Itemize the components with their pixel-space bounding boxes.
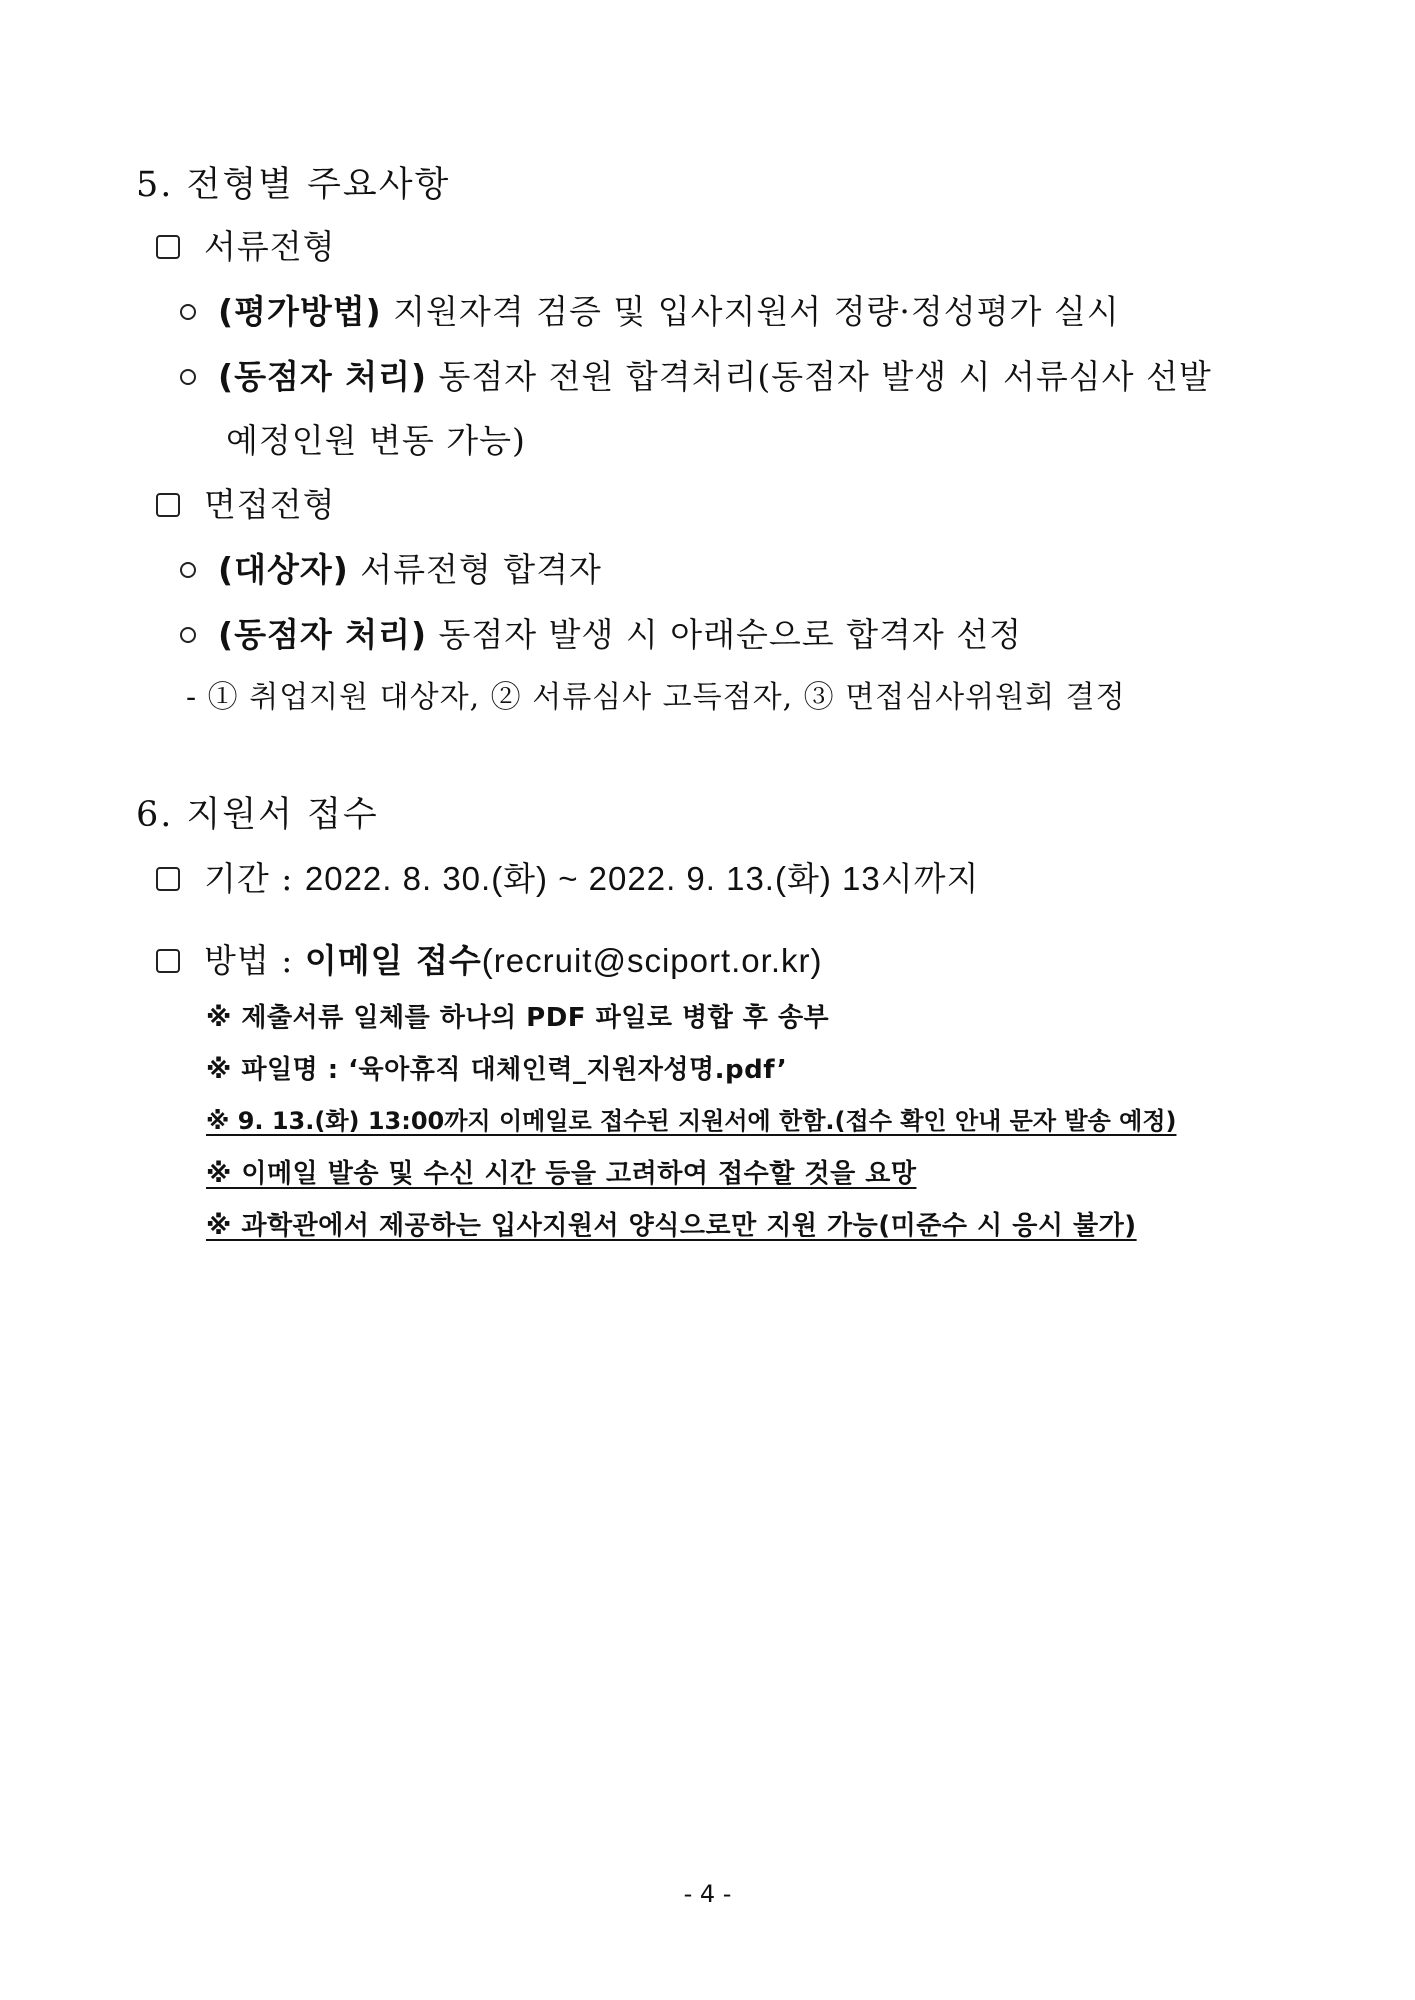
checkbox-square-icon [156, 235, 180, 259]
period-separator: : [269, 859, 305, 898]
bullet-circle-icon [180, 627, 196, 643]
note-deadline: ※ 9. 13.(화) 13:00까지 이메일로 접수된 지원서에 한함.(접수 확인 안내 문자 발송 예정) [206, 1107, 1177, 1135]
document-screening-heading: 서류전형 [204, 227, 336, 266]
interview-heading-row [156, 485, 336, 524]
document-tie-label: (동점자 처리) [218, 357, 428, 396]
evaluation-method-text: 지원자격 검증 및 입사지원서 정량·정성평가 실시 [381, 292, 1120, 331]
note-email-timing: ※ 이메일 발송 및 수신 시간 등을 고려하여 접수할 것을 요망 [206, 1159, 917, 1189]
interview-target-row [180, 550, 602, 589]
evaluation-method-row [180, 292, 1120, 331]
bullet-circle-icon [180, 562, 196, 578]
interview-tie-label: (동점자 처리) [218, 615, 428, 654]
period-label: 기간 [204, 859, 270, 898]
checkbox-square-icon [156, 867, 180, 891]
note-form-only: ※ 과학관에서 제공하는 입사지원서 양식으로만 지원 가능(미준수 시 응시 불가) [206, 1211, 1137, 1241]
document-tie-row [180, 357, 1212, 396]
interview-tie-text: 동점자 발생 시 아래순으로 합격자 선정 [427, 615, 1023, 654]
interview-heading: 면접전형 [204, 485, 336, 524]
method-label: 방법 [204, 941, 270, 980]
section-6-title: 6. 지원서 접수 [136, 795, 379, 835]
method-separator: : [269, 941, 305, 980]
interview-target-label: (대상자) [218, 550, 349, 589]
method-bold: 이메일 접수 [304, 941, 482, 980]
interview-target-text: 서류전형 합격자 [348, 550, 602, 589]
note-file-name: ※ 파일명 : ‘육아휴직 대체인력_지원자성명.pdf’ [206, 1055, 788, 1085]
note-merge-pdf: ※ 제출서류 일체를 하나의 PDF 파일로 병합 후 송부 [206, 1003, 830, 1033]
document-tie-text-cont: 예정인원 변동 가능) [226, 421, 526, 460]
document-tie-text: 동점자 전원 합격처리(동점자 발생 시 서류심사 선발 [427, 357, 1212, 396]
bullet-circle-icon [180, 304, 196, 320]
checkbox-square-icon [156, 493, 180, 517]
bullet-circle-icon [180, 369, 196, 385]
section-5-title: 5. 전형별 주요사항 [136, 165, 451, 205]
period-value: 2022. 8. 30.(화) ~ 2022. 9. 13.(화) 13시까지 [304, 860, 980, 897]
period-row [156, 859, 980, 898]
evaluation-method-label: (평가방법) [218, 292, 382, 331]
interview-tie-order: - ① 취업지원 대상자, ② 서류심사 고득점자, ③ 면접심사위원회 결정 [186, 680, 1126, 715]
interview-tie-row [180, 615, 1023, 654]
page-number: - 4 - [683, 1880, 732, 1908]
checkbox-square-icon [156, 949, 180, 973]
method-row [156, 941, 823, 980]
document-screening-heading-row [156, 227, 336, 266]
method-email: (recruit@sciport.or.kr) [481, 942, 823, 979]
